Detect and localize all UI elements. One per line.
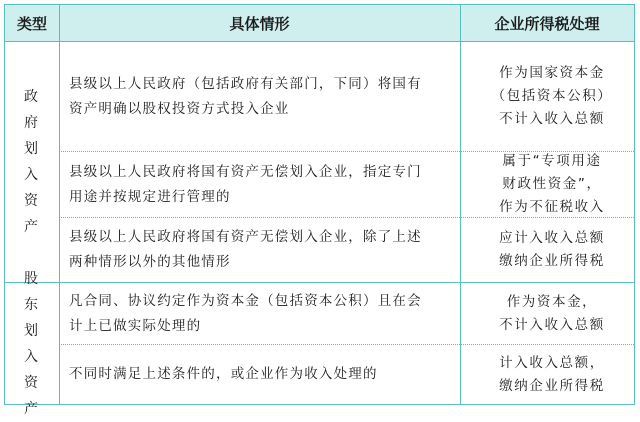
category-shareholder: 股东划入资产 [24,270,40,417]
table-row-treatment: 计入收入总额， 缴纳企业所得税 [499,354,605,394]
table-row-treatment: 作为国家资本金 （包括资本公积） 不计入收入总额 [491,65,613,127]
table-row-situation: 不同时满足上述条件的，或企业作为收入处理的 [69,366,378,382]
header-situation: 具体情形 [229,14,290,33]
table-row-treatment: 属于“专项用途 财政性资金”， 作为不征税收入 [499,153,605,215]
table-header [5,5,634,42]
table-row-situation: 县级以上人民政府将国有资产无偿划入企业，指定专门用途并按规定进行管理的 [69,163,422,205]
table-row-situation: 县级以上人民政府（包括政府有关部门，下同）将国有资产明确以股权投资方式投入企业 [69,75,422,117]
category-government: 政府划入资产 [24,89,40,235]
table-row-treatment: 应计入收入总额 缴纳企业所得税 [499,230,605,269]
table-row-situation: 县级以上人民政府将国有资产无偿划入企业，除了上述两种情形以外的其他情形 [69,229,422,270]
header-type: 类型 [16,14,47,33]
header-treatment: 企业所得税处理 [494,14,600,33]
table-row-situation: 凡合同、协议约定作为资本金（包括资本公积）且在会计上已做实际处理的 [69,292,422,334]
table-row-treatment: 作为资本金， 不计入收入总额 [499,293,605,333]
tax-treatment-table [4,4,635,417]
